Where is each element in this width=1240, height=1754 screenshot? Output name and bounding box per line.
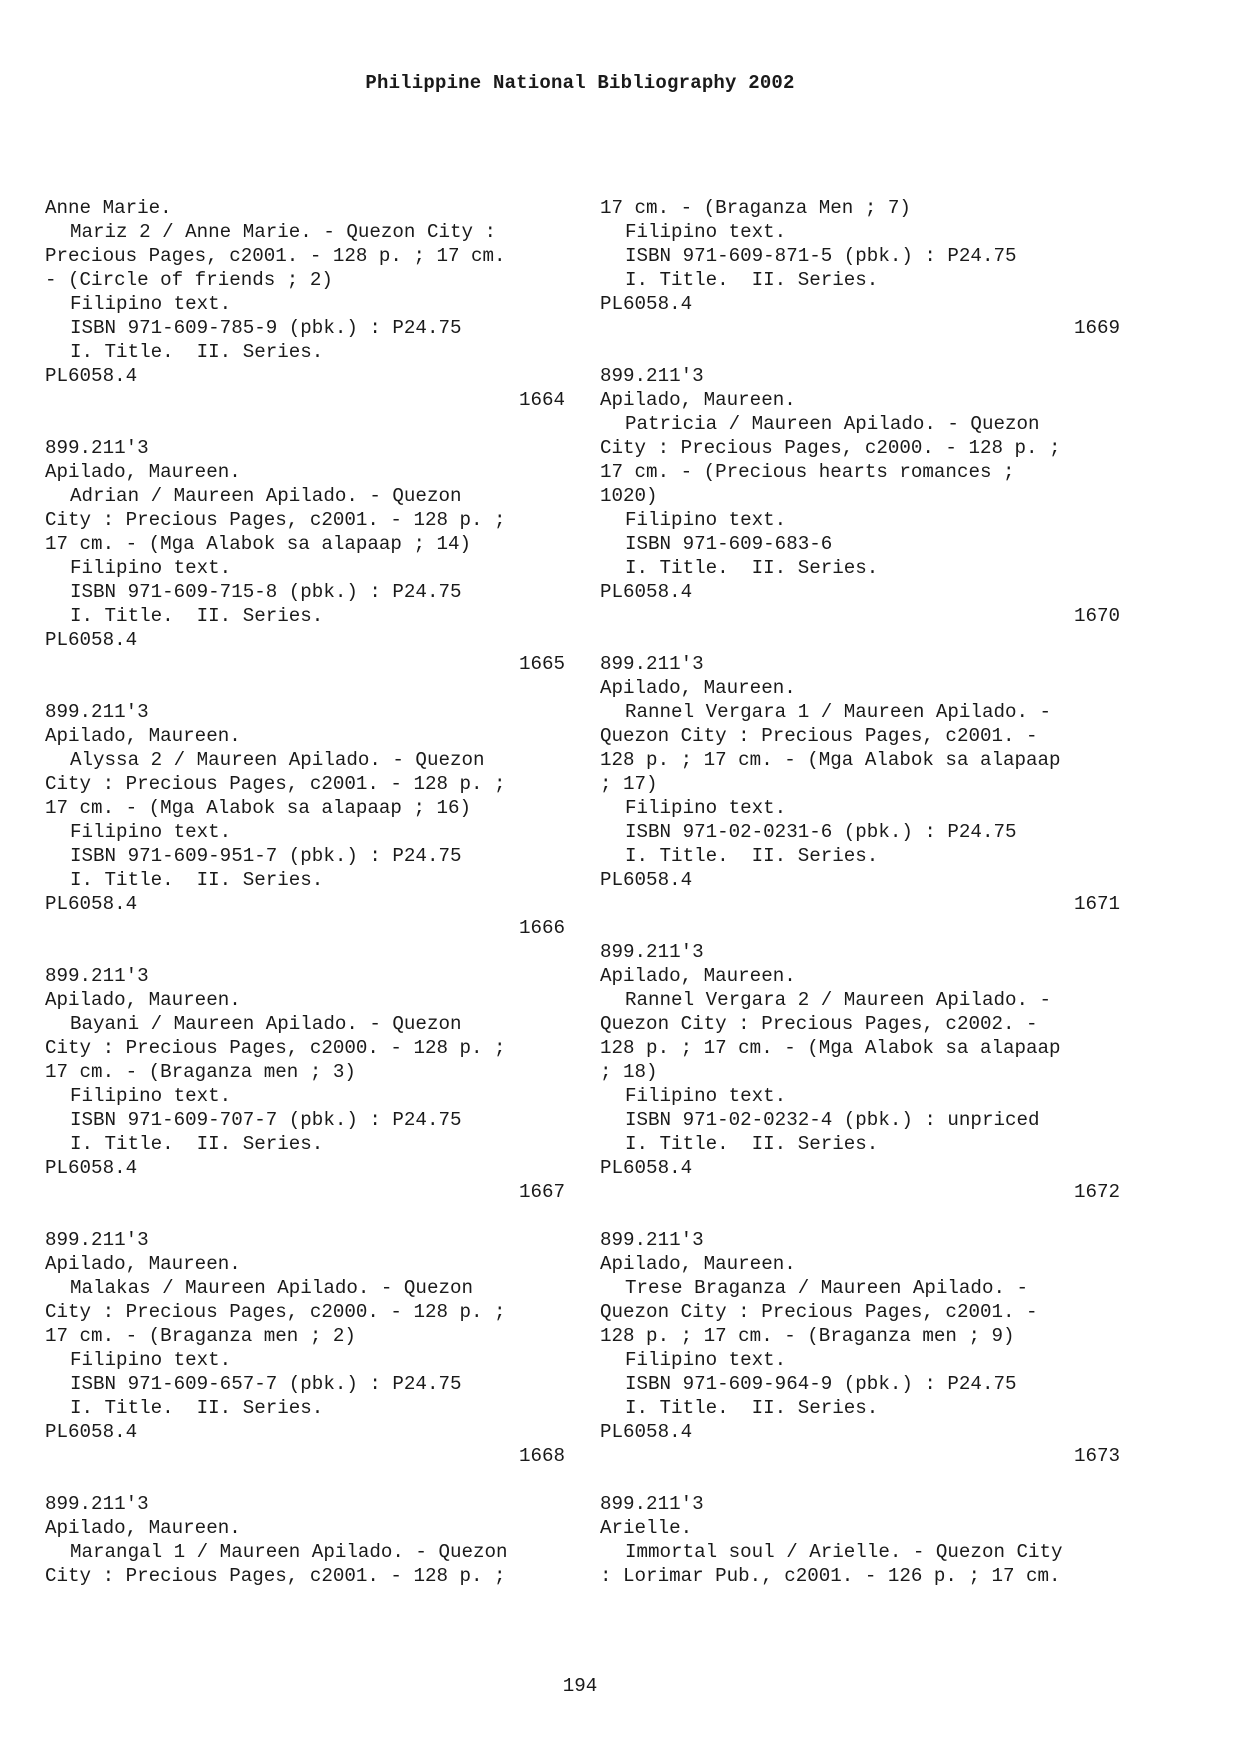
bibliography-entry: [45, 1228, 565, 1468]
entry-line: ISBN 971-609-951-7 (pbk.) : P24.75: [70, 845, 462, 867]
entry-line: Filipino text.: [70, 293, 232, 315]
entry-line: I. Title. II. Series.: [625, 557, 879, 579]
entry-line: Apilado, Maureen.: [600, 389, 796, 411]
bibliography-entry: [600, 940, 1120, 1204]
entry-line: 899.211'3: [45, 965, 149, 987]
entry-line: I. Title. II. Series.: [625, 269, 879, 291]
bibliography-entry: [45, 964, 565, 1204]
entry-line: Apilado, Maureen.: [600, 1253, 796, 1275]
entry-number: 1666: [518, 917, 565, 939]
entry-line: Anne Marie.: [45, 197, 172, 219]
entry-line: Apilado, Maureen.: [600, 965, 796, 987]
entry-line: Trese Braganza / Maureen Apilado. -: [625, 1277, 1029, 1299]
entry-line: Filipino text.: [625, 1085, 787, 1107]
bibliography-entry: [45, 196, 565, 412]
entry-line: 899.211'3: [600, 941, 704, 963]
entry-line: ISBN 971-609-964-9 (pbk.) : P24.75: [625, 1373, 1017, 1395]
entry-line: ISBN 971-609-715-8 (pbk.) : P24.75: [70, 581, 462, 603]
entry-line: Apilado, Maureen.: [45, 1253, 241, 1275]
entry-line: 128 p. ; 17 cm. - (Braganza men ; 9): [600, 1325, 1015, 1347]
entry-line: Apilado, Maureen.: [600, 677, 796, 699]
entry-line: 899.211'3: [600, 1229, 704, 1251]
entry-line: 17 cm. - (Mga Alabok sa alapaap ; 14): [45, 533, 472, 555]
entry-number: 1673: [1073, 1445, 1120, 1467]
entry-line: City : Precious Pages, c2001. - 128 p. ;: [45, 773, 506, 795]
entry-line: Quezon City : Precious Pages, c2001. -: [600, 1301, 1038, 1323]
entry-number: 1665: [518, 653, 565, 675]
entry-line: 17 cm. - (Braganza men ; 3): [45, 1061, 356, 1083]
bibliography-entry: [600, 1228, 1120, 1468]
entry-line: Filipino text.: [625, 509, 787, 531]
entry-line: 17 cm. - (Braganza men ; 2): [45, 1325, 356, 1347]
entry-line: Quezon City : Precious Pages, c2002. -: [600, 1013, 1038, 1035]
entry-line: 899.211'3: [45, 437, 149, 459]
entry-line: Apilado, Maureen.: [45, 461, 241, 483]
entry-line: PL6058.4: [600, 869, 693, 891]
entry-line: ISBN 971-02-0231-6 (pbk.) : P24.75: [625, 821, 1017, 843]
entry-line: Mariz 2 / Anne Marie. - Quezon City :: [70, 221, 497, 243]
entry-line: 899.211'3: [45, 1493, 149, 1515]
entry-line: 17 cm. - (Mga Alabok sa alapaap ; 16): [45, 797, 472, 819]
bibliography-entry: [600, 196, 1120, 340]
entry-line: ; 17): [600, 773, 658, 795]
entry-line: ; 18): [600, 1061, 658, 1083]
entry-line: PL6058.4: [600, 1421, 693, 1443]
entry-line: ISBN 971-609-871-5 (pbk.) : P24.75: [625, 245, 1017, 267]
entry-line: Filipino text.: [625, 797, 787, 819]
entry-number: 1667: [518, 1181, 565, 1203]
entry-line: ISBN 971-609-707-7 (pbk.) : P24.75: [70, 1109, 462, 1131]
entry-line: I. Title. II. Series.: [70, 1397, 324, 1419]
entry-line: : Lorimar Pub., c2001. - 126 p. ; 17 cm.: [600, 1565, 1061, 1587]
entry-line: City : Precious Pages, c2000. - 128 p. ;: [45, 1301, 506, 1323]
entry-line: I. Title. II. Series.: [625, 845, 879, 867]
entry-line: I. Title. II. Series.: [70, 1133, 324, 1155]
entry-line: 1020): [600, 485, 658, 507]
entry-line: ISBN 971-02-0232-4 (pbk.) : unpriced: [625, 1109, 1040, 1131]
entry-line: PL6058.4: [600, 293, 693, 315]
entry-line: City : Precious Pages, c2001. - 128 p. ;: [45, 1565, 506, 1587]
entry-line: 899.211'3: [45, 1229, 149, 1251]
entry-line: 899.211'3: [600, 1493, 704, 1515]
entry-line: ISBN 971-609-683-6: [625, 533, 833, 555]
bibliography-entry: [600, 364, 1120, 628]
entry-line: ISBN 971-609-785-9 (pbk.) : P24.75: [70, 317, 462, 339]
entry-line: PL6058.4: [45, 629, 138, 651]
entry-line: Bayani / Maureen Apilado. - Quezon: [70, 1013, 462, 1035]
entry-line: PL6058.4: [45, 1157, 138, 1179]
bibliography-entry: [45, 436, 565, 676]
page-title: Philippine National Bibliography 2002: [365, 72, 795, 94]
entry-line: 899.211'3: [600, 653, 704, 675]
entry-line: PL6058.4: [600, 581, 693, 603]
entry-line: Malakas / Maureen Apilado. - Quezon: [70, 1277, 474, 1299]
bibliography-entry: [600, 1492, 1120, 1588]
entry-line: Apilado, Maureen.: [45, 989, 241, 1011]
entry-line: PL6058.4: [45, 1421, 138, 1443]
entry-number: 1671: [1073, 893, 1120, 915]
page-number: 194: [562, 1675, 598, 1697]
entry-line: 17 cm. - (Braganza Men ; 7): [600, 197, 911, 219]
entry-line: 128 p. ; 17 cm. - (Mga Alabok sa alapaap: [600, 749, 1061, 771]
entry-line: Filipino text.: [70, 1349, 232, 1371]
entry-line: I. Title. II. Series.: [625, 1133, 879, 1155]
entry-line: 128 p. ; 17 cm. - (Mga Alabok sa alapaap: [600, 1037, 1061, 1059]
entry-line: Arielle.: [600, 1517, 693, 1539]
entry-line: Alyssa 2 / Maureen Apilado. - Quezon: [70, 749, 485, 771]
entry-line: City : Precious Pages, c2000. - 128 p. ;: [600, 437, 1061, 459]
entry-line: City : Precious Pages, c2001. - 128 p. ;: [45, 509, 506, 531]
entry-line: Filipino text.: [70, 557, 232, 579]
entry-line: PL6058.4: [600, 1157, 693, 1179]
entry-line: Adrian / Maureen Apilado. - Quezon: [70, 485, 462, 507]
entry-line: - (Circle of friends ; 2): [45, 269, 333, 291]
entry-line: Filipino text.: [70, 1085, 232, 1107]
entry-line: Filipino text.: [625, 1349, 787, 1371]
entry-number: 1672: [1073, 1181, 1120, 1203]
entry-line: ISBN 971-609-657-7 (pbk.) : P24.75: [70, 1373, 462, 1395]
entry-line: Marangal 1 / Maureen Apilado. - Quezon: [70, 1541, 508, 1563]
left-column: [45, 196, 565, 1612]
entry-line: Patricia / Maureen Apilado. - Quezon: [625, 413, 1040, 435]
entry-number: 1664: [518, 389, 565, 411]
entry-line: I. Title. II. Series.: [70, 605, 324, 627]
entry-number: 1668: [518, 1445, 565, 1467]
entry-line: Rannel Vergara 1 / Maureen Apilado. -: [625, 701, 1052, 723]
entry-line: I. Title. II. Series.: [625, 1397, 879, 1419]
entry-line: I. Title. II. Series.: [70, 341, 324, 363]
entry-line: 17 cm. - (Precious hearts romances ;: [600, 461, 1015, 483]
entry-number: 1670: [1073, 605, 1120, 627]
bibliography-entry: [600, 652, 1120, 916]
entry-line: I. Title. II. Series.: [70, 869, 324, 891]
entry-number: 1669: [1073, 317, 1120, 339]
entry-line: Immortal soul / Arielle. - Quezon City: [625, 1541, 1063, 1563]
entry-line: 899.211'3: [600, 365, 704, 387]
entry-line: Apilado, Maureen.: [45, 1517, 241, 1539]
entry-line: 899.211'3: [45, 701, 149, 723]
bibliography-entry: [45, 700, 565, 940]
entry-line: City : Precious Pages, c2000. - 128 p. ;: [45, 1037, 506, 1059]
entry-line: Precious Pages, c2001. - 128 p. ; 17 cm.: [45, 245, 506, 267]
entry-line: Rannel Vergara 2 / Maureen Apilado. -: [625, 989, 1052, 1011]
entry-line: Apilado, Maureen.: [45, 725, 241, 747]
entry-line: Quezon City : Precious Pages, c2001. -: [600, 725, 1038, 747]
entry-line: PL6058.4: [45, 365, 138, 387]
entry-line: PL6058.4: [45, 893, 138, 915]
right-column: [600, 196, 1120, 1612]
entry-line: Filipino text.: [625, 221, 787, 243]
entry-line: Filipino text.: [70, 821, 232, 843]
bibliography-entry: [45, 1492, 565, 1588]
